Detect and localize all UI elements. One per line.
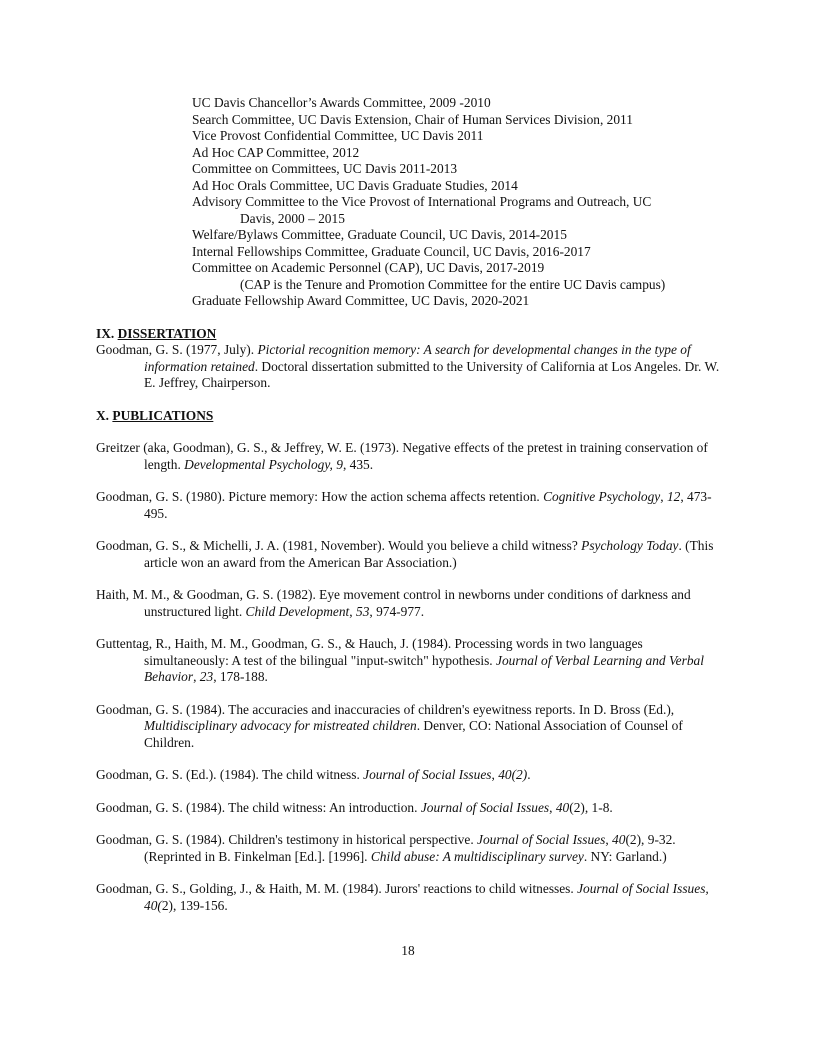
list-item: Ad Hoc Orals Committee, UC Davis Graduate Studies, 2014 <box>192 177 518 193</box>
publication-entry: Haith, M. M., & Goodman, G. S. (1982). Eye movement control in newborns under conditions of darkness and unstructured light. Child Development, 53, 974-977. <box>96 587 691 619</box>
publication-entry: Guttentag, R., Haith, M. M., Goodman, G. S., & Hauch, J. (1984). Processing words in two languages simultaneously: A test of the bilingual "input-switch" hypothesis. Journal of Verbal Learning and Verbal Behavior, 23, 178-188. <box>96 636 704 684</box>
page-number: 18 <box>401 943 415 958</box>
list-item-continuation: (CAP is the Tenure and Promotion Committee for the entire UC Davis campus) <box>240 276 666 292</box>
publication-entry: Goodman, G. S. (1984). The child witness: An introduction. Journal of Social Issues, 40(2), 1-8. <box>96 799 613 815</box>
list-item: Ad Hoc CAP Committee, 2012 <box>192 144 360 160</box>
publication-entry: Goodman, G. S. (1980). Picture memory: How the action schema affects retention. Cognitive Psychology, 12, 473-495. <box>96 489 712 521</box>
committee-list <box>96 95 720 310</box>
publication-entry: Goodman, G. S., & Michelli, J. A. (1981, November). Would you believe a child witness? Psychology Today. (This article won an award from the American Bar Association.) <box>96 538 714 570</box>
list-item: Committee on Academic Personnel (CAP), UC Davis, 2017-2019 <box>192 260 545 275</box>
list-item: Welfare/Bylaws Committee, Graduate Council, UC Davis, 2014-2015 <box>192 227 567 242</box>
list-item: Vice Provost Confidential Committee, UC Davis 2011 <box>192 128 484 143</box>
list-item: Graduate Fellowship Award Committee, UC Davis, 2020-2021 <box>192 293 530 308</box>
list-item: Advisory Committee to the Vice Provost of International Programs and Outreach, UC <box>192 194 652 209</box>
publication-entry: Greitzer (aka, Goodman), G. S., & Jeffrey, W. E. (1973). Negative effects of the pretest in training conservation of length. Developmental Psychology, 9, 435. <box>96 440 708 472</box>
section-heading-dissertation <box>96 326 720 343</box>
dissertation-entry: Goodman, G. S. (1977, July). Pictorial recognition memory: A search for developmental changes in the type of information retained. Doctoral dissertation submitted to the University of California at Los Angeles. Dr. W. E. Jeffrey, Chairperson. <box>96 342 720 390</box>
section-title: PUBLICATIONS <box>112 407 214 423</box>
publication-entry: Goodman, G. S. (1984). The accuracies and inaccuracies of children's eyewitness reports. In D. Bross (Ed.), Multidisciplinary advocacy for mistreated children. Denver, CO: National Association of Counsel of Children. <box>96 701 683 750</box>
publication-entry: Goodman, G. S. (1984). Children's testimony in historical perspective. Journal of Social Issues, 40(2), 9-32. (Reprinted in B. Finkelman [Ed.]. [1996]. Child abuse: A multidisciplinary survey. NY: Garland.) <box>96 832 676 864</box>
section-number: X. <box>96 407 110 423</box>
publication-entry: Goodman, G. S. (Ed.). (1984). The child witness. Journal of Social Issues, 40(2). <box>96 767 531 782</box>
list-item-continuation: Davis, 2000 – 2015 <box>240 210 345 226</box>
publication-entry: Goodman, G. S., Golding, J., & Haith, M. M. (1984). Jurors' reactions to child witnesses. Journal of Social Issues, 40(2), 139-156. <box>96 881 709 913</box>
section-heading-publications <box>96 408 720 425</box>
document-page <box>96 95 720 914</box>
list-item: Internal Fellowships Committee, Graduate Council, UC Davis, 2016-2017 <box>192 243 591 259</box>
section-number: IX. <box>96 325 115 341</box>
list-item: UC Davis Chancellor’s Awards Committee, 2009 -2010 <box>192 95 491 110</box>
list-item: Search Committee, UC Davis Extension, Chair of Human Services Division, 2011 <box>192 111 633 127</box>
list-item: Committee on Committees, UC Davis 2011-2013 <box>192 161 458 176</box>
section-title: DISSERTATION <box>117 325 217 341</box>
